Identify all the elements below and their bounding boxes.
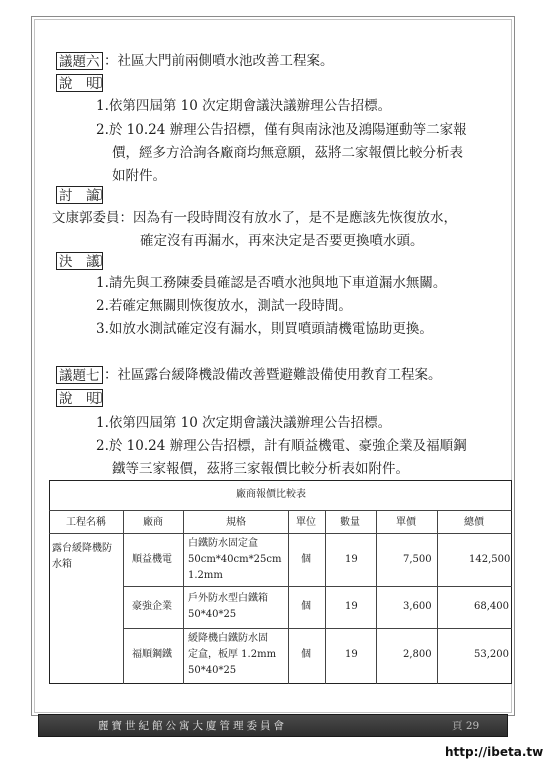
item6-desc-4: 如附件。 [112, 168, 166, 184]
stamp-mark [93, 255, 102, 266]
watermark: http://ibeta.tw [445, 745, 543, 759]
item6-tag: 議題六 [56, 52, 103, 70]
row1-vendor: 順益機電 [132, 554, 172, 565]
footer-title: 麗寶世紀館公寓大廈管理委員會 [98, 720, 287, 732]
item6-resolve-3: 3.如放水測試確定沒有漏水，則買噴頭請機電協助更換。 [96, 321, 433, 337]
project-name-line2: 水箱 [52, 559, 72, 570]
row3-spec-2: 定盒，板厚 1.2mm [188, 649, 277, 660]
row2-unit: 個 [301, 601, 311, 612]
row1-total: 142,500 [469, 554, 511, 565]
item7-tag: 議題七 [56, 366, 103, 384]
table-rule [325, 510, 326, 684]
row2-spec-2: 50*40*25 [188, 609, 237, 620]
header-unit: 單位 [296, 517, 316, 528]
row3-spec-3: 50*40*25 [188, 665, 237, 676]
row2-price: 3,600 [403, 601, 432, 612]
row2-vendor: 豪強企業 [132, 601, 172, 612]
header-price: 單價 [396, 517, 416, 528]
row3-spec-1: 緩降機白鐵防水固 [188, 633, 268, 644]
row1-spec-2: 50cm*40cm*25cm [188, 554, 282, 565]
item6-desc-tag: 說 明 [56, 74, 103, 92]
header-project: 工程名稱 [66, 517, 106, 528]
row1-qty: 19 [345, 554, 358, 565]
row1-unit: 個 [301, 554, 311, 565]
item6-desc-1: 1.依第四屆第 10 次定期會議決議辦理公告招標。 [96, 98, 392, 114]
row1-spec-1: 白鐵防水固定盒 [188, 538, 258, 549]
row3-unit: 個 [301, 649, 311, 660]
item6-desc-2: 2.於 10.24 辦理公告招標，僅有與南泳池及鴻陽運動等二家報 [96, 122, 467, 138]
table-rule [183, 510, 184, 684]
table-rule [49, 533, 512, 534]
table-rule [123, 510, 124, 684]
row2-total: 68,400 [474, 601, 509, 612]
header-vendor: 廠商 [143, 517, 163, 528]
table-rule [376, 510, 377, 684]
item6-discuss-2: 確定沒有再漏水，再來決定是否要更換噴水頭。 [140, 233, 424, 249]
table-rule [123, 586, 512, 587]
item7-desc-2: 2.於 10.24 辦理公告招標，計有順益機電、豪強企業及福順鋼 [96, 438, 467, 454]
table-rule [123, 628, 512, 629]
header-spec: 規格 [226, 517, 246, 528]
row3-price: 2,800 [403, 649, 432, 660]
table-rule [49, 510, 512, 511]
row3-vendor: 福順鋼鐵 [132, 649, 172, 660]
item6-discuss-1: 文康郭委員：因為有一段時間沒有放水了，是不是應該先恢復放水， [52, 210, 457, 226]
item7-desc-1: 1.依第四屆第 10 次定期會議決議辦理公告招標。 [96, 415, 392, 431]
header-total: 總價 [464, 517, 484, 528]
item6-resolve-1: 1.請先與工務陳委員確認是否噴水池與地下車道漏水無關。 [96, 275, 447, 291]
item6-desc-3: 價，經多方洽詢各廠商均無意願，茲將二家報價比較分析表 [112, 145, 463, 161]
table-rule [288, 510, 289, 684]
stamp-mark [93, 189, 102, 200]
item7-desc-3: 鐵等三家報價，茲將三家報價比較分析表如附件。 [112, 461, 409, 477]
header-qty: 數量 [340, 517, 360, 528]
stamp-mark [93, 392, 102, 403]
row1-price: 7,500 [403, 554, 432, 565]
row2-spec-1: 戶外防水型白鐵箱 [188, 593, 268, 604]
item6-resolve-2: 2.若確定無關則恢復放水，測試一段時間。 [96, 298, 352, 314]
item7-desc-tag: 說 明 [56, 389, 103, 407]
row1-spec-3: 1.2mm [188, 570, 223, 581]
page-number: 頁 29 [452, 720, 480, 732]
table-rule [437, 510, 438, 684]
item6-discuss-tag: 討 論 [56, 186, 103, 204]
row3-total: 53,200 [474, 649, 509, 660]
row2-qty: 19 [345, 601, 358, 612]
row3-qty: 19 [345, 649, 358, 660]
item6-title: ：社區大門前兩側噴水池改善工程案。 [104, 53, 334, 69]
project-name-line1: 露台緩降機防 [52, 543, 112, 554]
item7-title: ：社區露台緩降機設備改善暨避難設備使用教育工程案。 [104, 367, 442, 383]
table-title: 廠商報價比較表 [236, 489, 306, 500]
stamp-mark [93, 77, 102, 88]
item6-resolve-tag: 決 議 [56, 252, 103, 270]
